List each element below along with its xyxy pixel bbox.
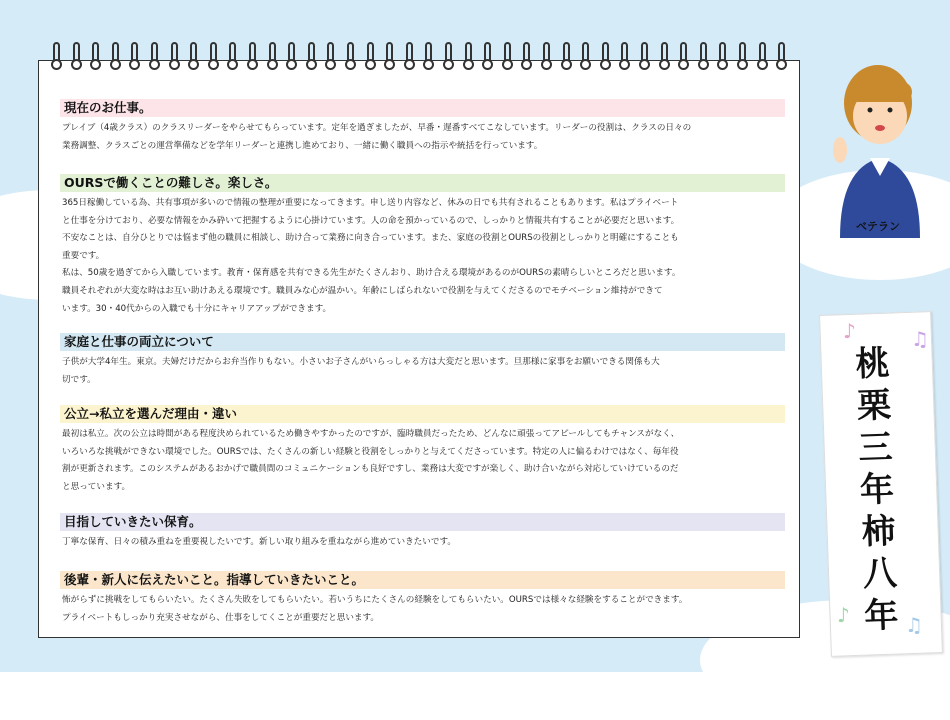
body-line: プレイブ（4歳クラス）のクラスリーダーをやらせてもらっています。定年を過ぎましたが、早番・遅番すべてこなしています。リーダーの役割は、クラスの日々の bbox=[62, 123, 692, 133]
spiral-ring bbox=[638, 42, 651, 70]
section-heading: 現在のお仕事。 bbox=[60, 99, 785, 117]
section-body bbox=[60, 426, 785, 496]
spiral-ring bbox=[168, 42, 181, 70]
section-heading: 公立→私立を選んだ理由・違い bbox=[60, 405, 785, 423]
spiral-ring bbox=[599, 42, 612, 70]
spiral-ring bbox=[187, 42, 200, 70]
spiral-ring bbox=[756, 42, 769, 70]
body-line: 丁寧な保育、日々の積み重ねを重要視したいです。新しい取り組みを重ねながら進めていきたいです。 bbox=[62, 537, 456, 547]
spiral-ring bbox=[658, 42, 671, 70]
section-body bbox=[60, 354, 785, 389]
body-line: 怖がらずに挑戦をしてもらいたい。たくさん失敗をしてもらいたい。若いうちにたくさんの経験をしてもらいたい。OURSでは様々な経験をすることができます。 bbox=[62, 595, 688, 605]
spiral-binding bbox=[44, 42, 794, 78]
profile-caption: ベテラン bbox=[856, 220, 900, 233]
spiral-ring bbox=[560, 42, 573, 70]
body-line: 業務調整、クラスごとの運営準備などを学年リーダーと連携し進めており、一緒に働く職員への指示や統括を行っています。 bbox=[62, 140, 543, 151]
section-body bbox=[60, 120, 785, 155]
spiral-ring bbox=[736, 42, 749, 70]
content-section bbox=[60, 513, 785, 552]
music-note-icon: ♪ bbox=[843, 319, 856, 343]
spiral-ring bbox=[618, 42, 631, 70]
body-line: 365日稼働している為、共有事項が多いので情報の整理が重要になってきます。申し送り内容など、休みの日でも共有されることもあります。私はプライベート bbox=[62, 198, 679, 208]
content-section bbox=[60, 333, 785, 389]
spiral-ring bbox=[266, 42, 279, 70]
content-section bbox=[60, 571, 785, 627]
spiral-ring bbox=[128, 42, 141, 70]
spiral-ring bbox=[89, 42, 102, 70]
spiral-ring bbox=[481, 42, 494, 70]
section-body bbox=[60, 592, 785, 627]
body-line: 不安なことは、自分ひとりでは悩まず他の職員に相談し、助け合って業務に向き合っています。また、家庭の役割とOURSの役割としっかりと明確にすることも bbox=[62, 233, 679, 244]
spiral-ring bbox=[50, 42, 63, 70]
body-line: います。30・40代からの入職でも十分にキャリアアップができます。 bbox=[62, 303, 332, 314]
spiral-ring bbox=[207, 42, 220, 70]
spiral-ring bbox=[501, 42, 514, 70]
proverb-banner bbox=[815, 313, 945, 658]
proverb-text: 桃栗三年柿八年 bbox=[854, 343, 900, 637]
body-line: 職員それぞれが大変な時はお互い助けあえる環境です。職員みな心が温かい。年齢にしばられないで役割を与えてくださるのでモチベーション維持ができて bbox=[62, 285, 663, 296]
spiral-ring bbox=[383, 42, 396, 70]
spiral-ring bbox=[697, 42, 710, 70]
content-section bbox=[60, 405, 785, 496]
content-section bbox=[60, 174, 785, 318]
spiral-ring bbox=[716, 42, 729, 70]
teacher-illustration bbox=[820, 58, 940, 238]
spiral-ring bbox=[403, 42, 416, 70]
section-body bbox=[60, 534, 785, 552]
spiral-ring bbox=[70, 42, 83, 70]
body-line: 最初は私立。次の公立は時間がある程度決められているため働きやすかったのですが、臨時職員だったため、どんなに頑張ってアピールしてもチャンスがなく、 bbox=[62, 429, 680, 439]
spiral-ring bbox=[344, 42, 357, 70]
spiral-ring bbox=[285, 42, 298, 70]
body-line: と仕事を分けており、必要な情報をかみ砕いて把握するように心掛けています。人の命を預かっているので、しっかりと情報共有することが必要だと思います。 bbox=[62, 215, 680, 226]
spiral-ring bbox=[579, 42, 592, 70]
spiral-ring bbox=[109, 42, 122, 70]
body-line: 重要です。 bbox=[62, 250, 105, 261]
spiral-ring bbox=[442, 42, 455, 70]
body-line: いろいろな挑戦ができない環境でした。OURSでは、たくさんの新しい経験と役割をしっかりと与えてくださっています。特定の人に偏るわけではなく、毎年役 bbox=[62, 446, 679, 457]
section-heading: 目指していきたい保育。 bbox=[60, 513, 785, 531]
spiral-ring bbox=[520, 42, 533, 70]
body-line: 子供が大学4年生。東京。夫婦だけだからお弁当作りもない。小さいお子さんがいらっしゃる方は大変だと思います。旦那様に家事をお願いできる関係も大 bbox=[62, 357, 660, 367]
body-line: プライベートもしっかり充実させながら、仕事をしてくことが重要だと思います。 bbox=[62, 612, 380, 623]
spiral-ring bbox=[148, 42, 161, 70]
spiral-ring bbox=[775, 42, 788, 70]
section-heading: OURSで働くことの難しさ。楽しさ。 bbox=[60, 174, 785, 192]
spiral-ring bbox=[540, 42, 553, 70]
music-note-icon: ♫ bbox=[905, 613, 923, 637]
body-line: 私は、50歳を過ぎてから入職しています。教育・保育感を共有できる先生がたくさんおり、助け合える環境があるのがOURSの素晴らしいところだと思います。 bbox=[62, 268, 681, 279]
spiral-ring bbox=[364, 42, 377, 70]
body-line: 割が更新されます。このシステムがあるおかげで職員間のコミュニケーションも良好ですし、業務は大変ですが楽しく、助け合いながら対応していけているのだ bbox=[62, 464, 679, 475]
body-line: 切です。 bbox=[62, 374, 96, 385]
spiral-ring bbox=[324, 42, 337, 70]
spiral-ring bbox=[305, 42, 318, 70]
content-section bbox=[60, 99, 785, 155]
spiral-ring bbox=[422, 42, 435, 70]
music-note-icon: ♪ bbox=[837, 603, 850, 627]
section-heading: 家庭と仕事の両立について bbox=[60, 333, 785, 351]
spiral-ring bbox=[246, 42, 259, 70]
spiral-ring bbox=[462, 42, 475, 70]
body-line: と思っています。 bbox=[62, 481, 131, 492]
spiral-ring bbox=[226, 42, 239, 70]
section-body bbox=[60, 195, 785, 318]
music-note-icon: ♫ bbox=[911, 327, 929, 351]
spiral-ring bbox=[677, 42, 690, 70]
section-heading: 後輩・新人に伝えたいこと。指導していきたいこと。 bbox=[60, 571, 785, 589]
